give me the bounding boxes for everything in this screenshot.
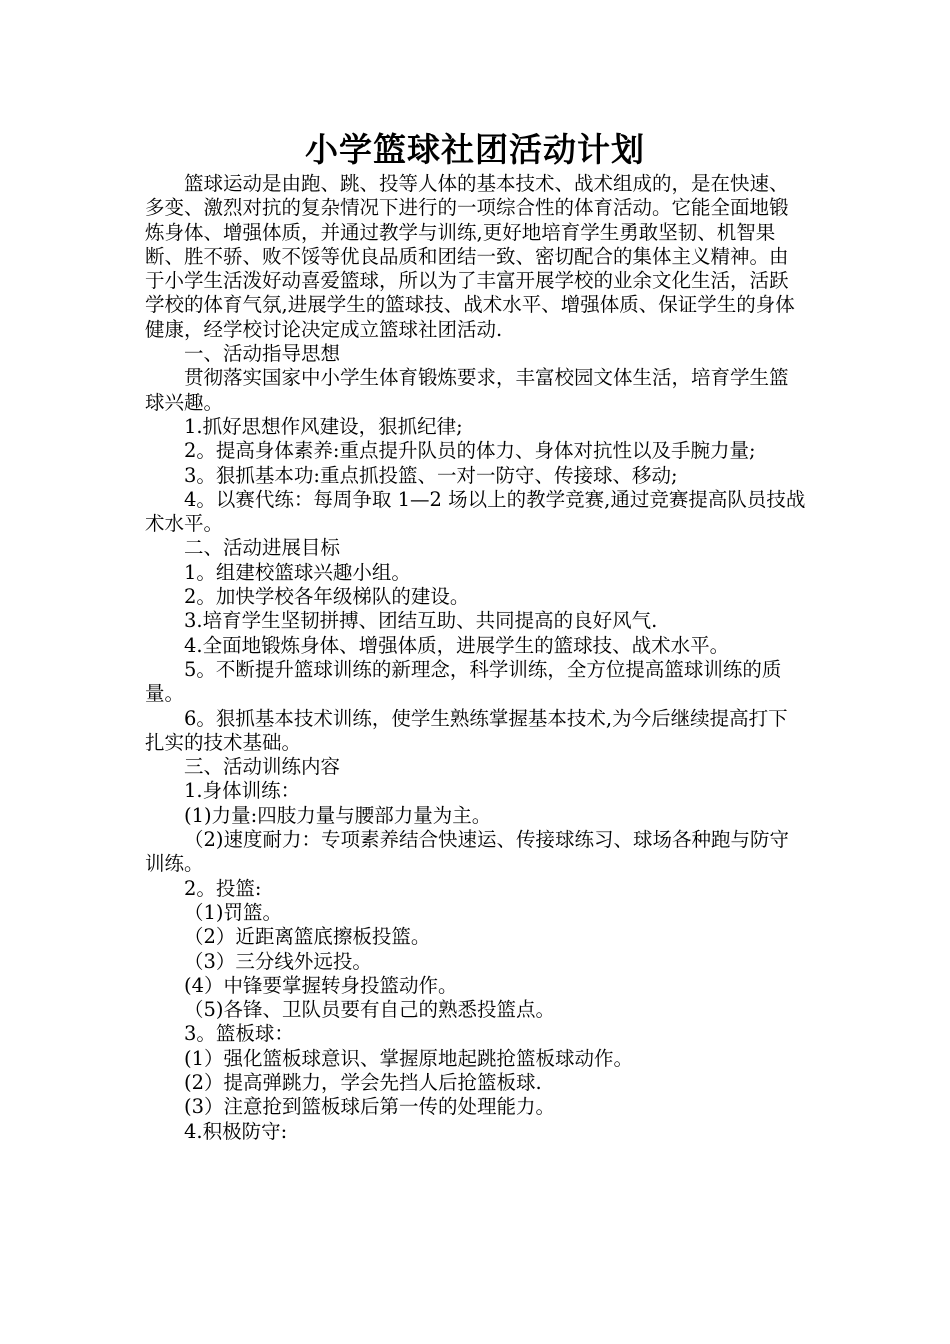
sub-list-item: （2)速度耐力：专项素养结合快速运、传接球练习、球场各种跑与防守训练。 [145,828,790,876]
sub-list-item: (3）注意抢到篮板球后第一传的处理能力。 [184,1095,556,1119]
list-item: 1.抓好思想作风建设，狠抓纪律; [184,414,463,438]
list-item: 3。狠抓基本功:重点抓投篮、一对一防守、传接球、移动; [184,463,678,487]
paragraph: 贯彻落实国家中小学生体育锻炼要求，丰富校园文体生活，培育学生篮球兴趣。 [145,366,789,414]
list-item: 6。狠抓基本技术训练，使学生熟练掌握基本技术,为今后继续提高打下扎实的技术基础。 [145,706,788,754]
document-body [145,172,807,1144]
list-item: 5。不断提升篮球训练的新理念，科学训练，全方位提高篮球训练的质量。 [145,657,782,706]
sub-list-item: (1)力量:四肢力量与腰部力量为主。 [184,803,492,827]
sub-list-item: （3）三分线外远投。 [184,949,372,973]
sub-list-item: (2）提高弹跳力，学会先挡人后抢篮板球. [184,1070,542,1094]
sub-list-item: （1)罚篮。 [184,900,283,924]
section-heading-1: 一、活动指导思想 [184,342,341,366]
list-item: 2。提高身体素养:重点提升队员的体力、身体对抗性以及手腕力量; [184,439,756,463]
sub-list-item: （2）近距离篮底擦板投篮。 [184,925,431,949]
sub-list-item: (1）强化篮板球意识、掌握原地起跳抢篮板球动作。 [184,1046,634,1070]
sub-list-item: (4）中锋要掌握转身投篮动作。 [184,973,458,997]
list-item: 3。篮板球： [184,1022,294,1046]
list-item: 1.身体训练： [184,779,301,803]
list-item: 1。组建校篮球兴趣小组。 [184,560,411,584]
list-item: 4.全面地锻炼身体、增强体质，进展学生的篮球技、战术水平。 [184,633,730,657]
paragraph-intro: 篮球运动是由跑、跳、投等人体的基本技术、战术组成的，是在快速、多变、激烈对抗的复杂情况下进行的一项综合性的体育活动。它能全面地锻炼身体、增强体质，并通过教学与训练,更好地培育学生勇敢坚韧、机智果断、胜不骄、败不馁等优良品质和团结一致、密切配合的集体主义精神。由于小学生活泼好动喜爱篮球，所以为了丰富开展学校的业余文化生活，活跃学校的体育气氛,进展学生的篮球技、战术水平、增强体质、保证学生的身体健康，经学校讨论决定成立篮球社团活动. [145,172,795,341]
list-item: 4.积极防守: [184,1119,288,1143]
sub-list-item: （5)各锋、卫队员要有自己的熟悉投篮点。 [184,998,556,1022]
document-title: 小学篮球社团活动计划 [305,130,645,169]
list-item: 3.培育学生坚韧拼搏、团结互助、共同提高的良好风气. [184,609,658,633]
section-heading-2: 二、活动进展目标 [184,536,341,560]
list-item: 4。以赛代练：每周争取 1—2 场以上的教学竞赛,通过竞赛提高队员技战术水平。 [145,487,806,536]
list-item: 2。加快学校各年级梯队的建设。 [184,585,470,609]
list-item: 2。投篮: [184,876,262,900]
section-heading-3: 三、活动训练内容 [184,755,341,779]
